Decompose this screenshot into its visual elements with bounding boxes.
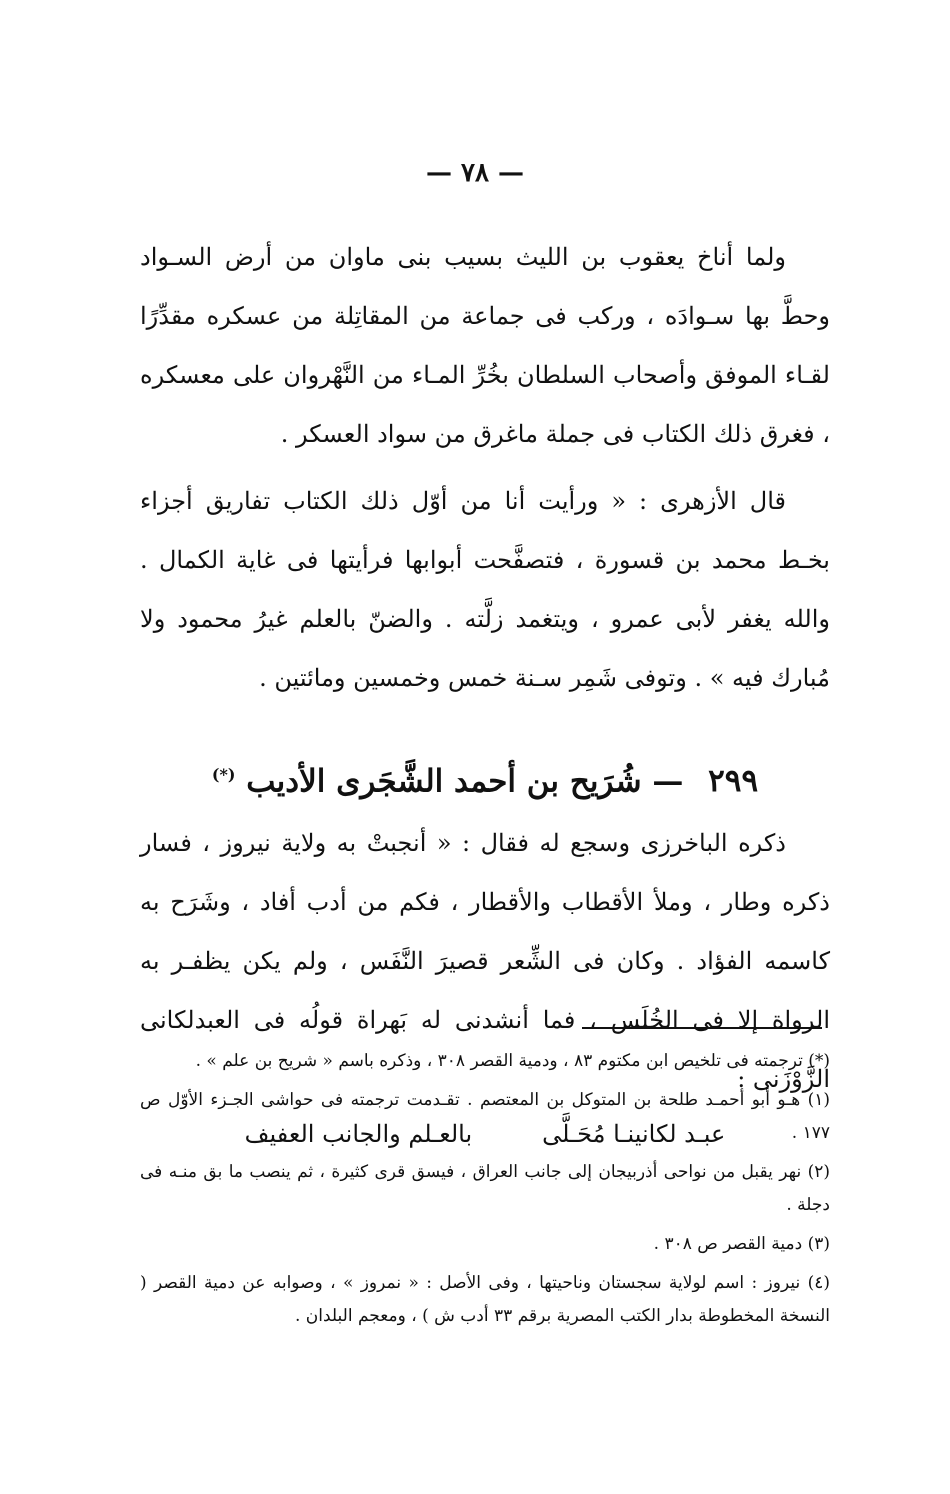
- main-text: [140, 228, 830, 1159]
- entry-title: — شُرَيح بن أحمد الشَّجَرى الأديب: [246, 763, 684, 800]
- entry-footnote-marker: (*): [211, 765, 236, 784]
- verse-hemistich-right: عبـد لكانينـا مُحَـلَّى: [542, 1120, 726, 1149]
- paragraph-azhari: قال الأزهرى : « ورأيت أنا من أوّل ذلك الكتاب تفاريق أجزاء بخـط محمد بن قسورة ، فتصفَّحت أبوابها فرأيتها فى غاية الكمال . والله يغفر لأبى عمرو ، ويتغمد زلَّته . والضنّ بالعلم غيرُ محمود ولا مُبارك فيه » . وتوفى شَمِر سـنة خمس وخمسين ومائتين .: [140, 487, 830, 692]
- page-number: — ٧٨ —: [425, 158, 525, 188]
- footnote-2: (٢) نهر يقبل من نواحى أذربيجان إلى جانب العراق ، فيسق قرى كثيرة ، ثم ينصب ما بق منـه فى دجلة .: [140, 1162, 830, 1215]
- entry-text: ذكره الباخرزى وسجع له فقال : « أنجبتْ به ولاية نيروز ، فسار ذكره وطار ، وملأ الأقطاب والأقطار ، فكم من أدب أفاد ، وشَرَح به كاسمه الفؤاد . وكان فى الشِّعر قصيرَ النَّفَس ، ولم يكن يظفـر به الرواة إلا فى الخُلَس ، فما أنشدنى له بَهراة قولُه فى العبدلكانى الزَّوْزَنى :: [140, 829, 830, 1094]
- paragraph-yaqub: ولما أناخ يعقوب بن الليث بسيب بنى ماوان من أرض السـواد وحطَّ بها سـوادَه ، وركب فى جماعة من المقاتِلة من عسكره مقدِّرًا لقـاء الموفق وأصحاب السلطان بخُرِّ المـاء من النَّهْروان على معسكره ، فغرق ذلك الكتاب فى جملة ماغرق من سواد العسكر .: [140, 243, 830, 448]
- footnote-1: (١) هـو أبو أحمـد طلحة بن المتوكل بن المعتصم . تقـدمت ترجمته فى حواشى الجـزء الأوّل ص ١٧٧ .: [140, 1090, 830, 1143]
- entry-heading: [140, 744, 830, 812]
- verse-hemistich-left: بالعـلم والجانب العفيف: [244, 1120, 473, 1149]
- entry-number: ٢٩٩: [708, 763, 759, 800]
- footnote-4: (٤) نيروز : اسم لولاية سجستان وناحيتها ، وفى الأصل : « نمروز » ، وصوابه عن دمية القصر ( النسخة المخطوطة بدار الكتب المصرية برقم ٣٣ أدب ش ) ، ومعجم البلدان .: [140, 1273, 830, 1326]
- footnote-3: (٣) دمية القصر ص ٣٠٨ .: [653, 1234, 830, 1254]
- footnote-star: (*) ترجمته فى تلخيص ابن مكتوم ٨٣ ، ودمية القصر ٣٠٨ ، وذكره باسم « شريح بن علم » .: [195, 1051, 830, 1071]
- footnote-separator: [582, 1027, 822, 1029]
- footnotes: [140, 1045, 830, 1339]
